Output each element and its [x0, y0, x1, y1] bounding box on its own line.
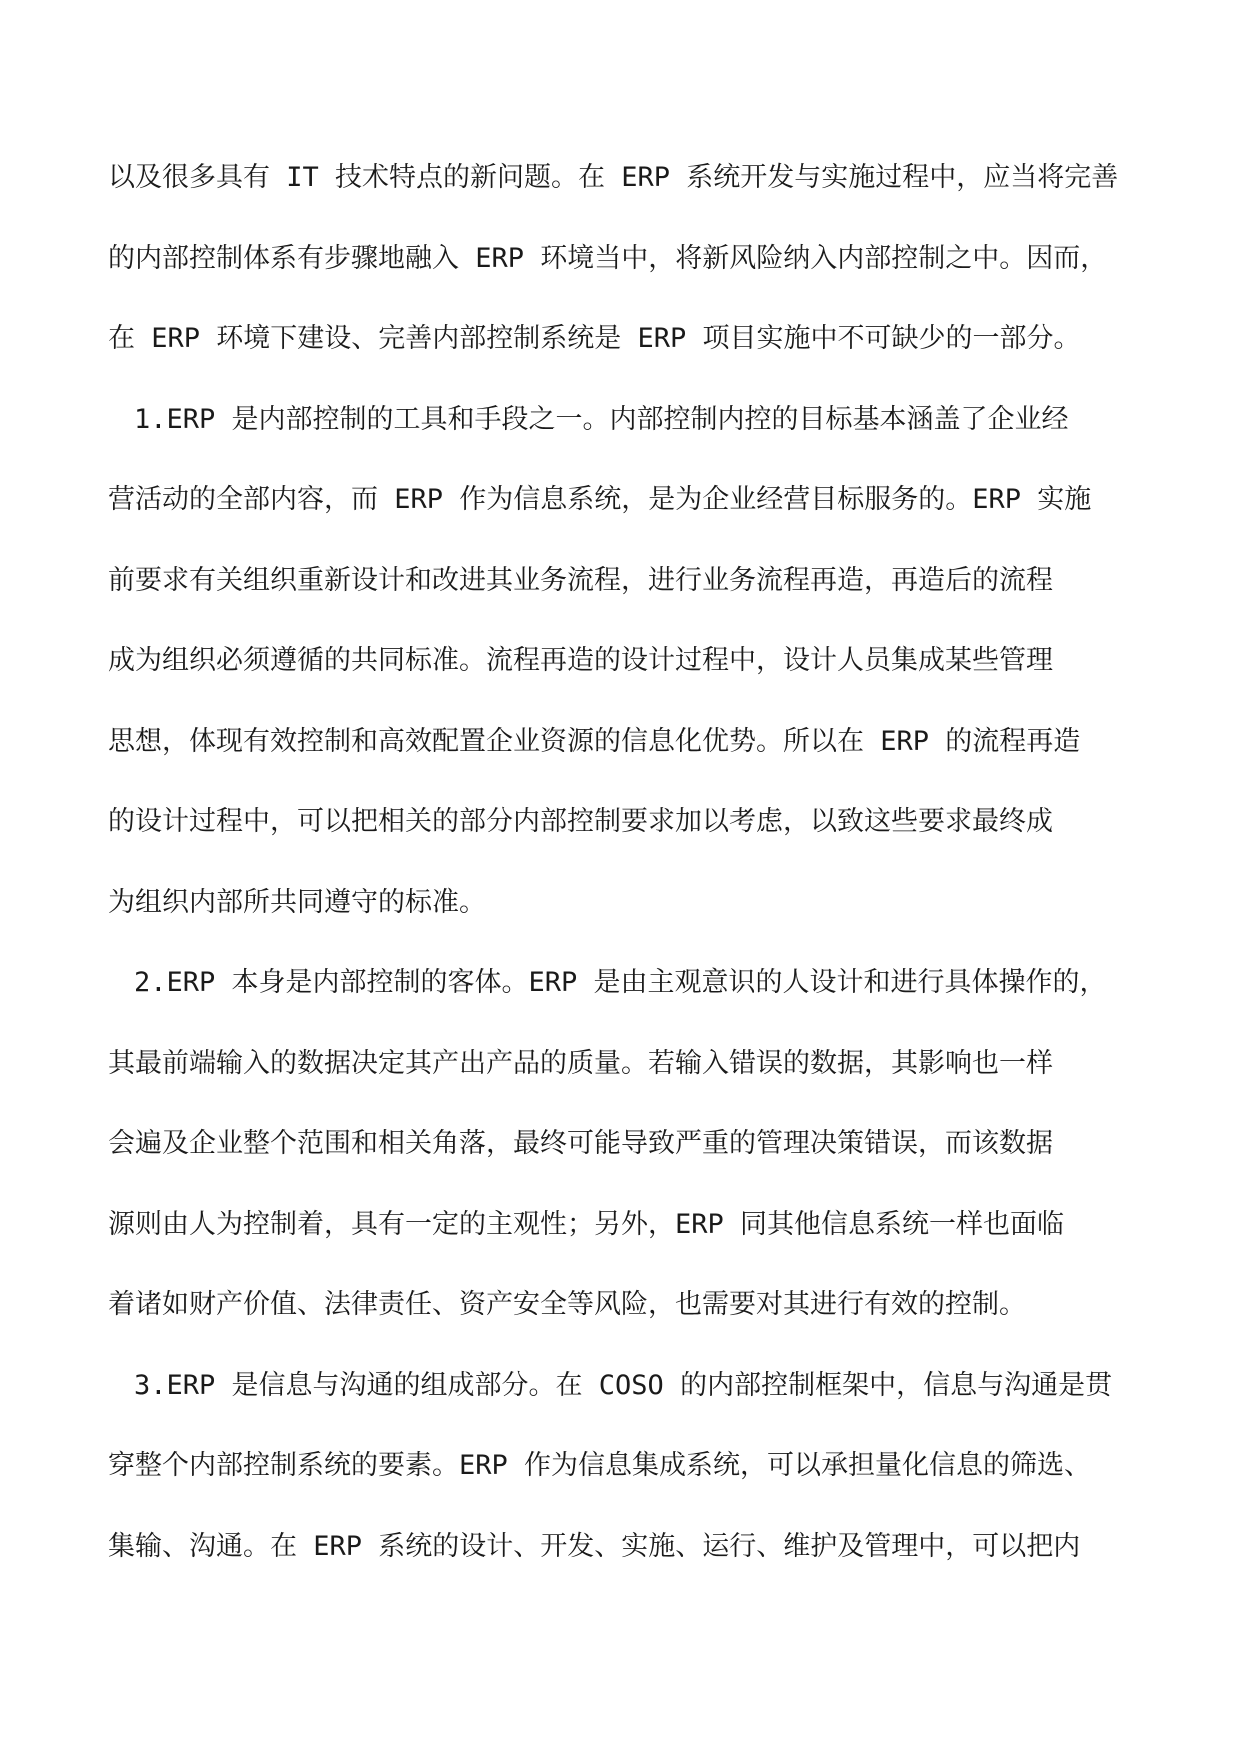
text-line: 源则由人为控制着，具有一定的主观性；另外，ERP 同其他信息系统一样也面临	[108, 1208, 1065, 1240]
text-line: 会遍及企业整个范围和相关角落，最终可能导致严重的管理决策错误，而该数据	[108, 1128, 1053, 1159]
text-line: 在 ERP 环境下建设、完善内部控制系统是 ERP 项目实施中不可缺少的一部分。	[108, 323, 1081, 354]
body-text	[108, 138, 1138, 1587]
paragraph-1-start: 1.ERP 是内部控制的工具和手段之一。内部控制内控的目标基本涵盖了企业经	[134, 403, 1069, 435]
text-line: 的内部控制体系有步骤地融入 ERP 环境当中，将新风险纳入内部控制之中。因而，	[108, 242, 1108, 274]
text-line: 以及很多具有 IT 技术特点的新问题。在 ERP 系统开发与实施过程中，应当将完善	[108, 162, 1119, 193]
text-line: 思想，体现有效控制和高效配置企业资源的信息化优势。所以在 ERP 的流程再造	[108, 725, 1081, 757]
text-line: 集输、沟通。在 ERP 系统的设计、开发、实施、运行、维护及管理中，可以把内	[108, 1530, 1081, 1562]
text-line: 为组织内部所共同遵守的标准。	[108, 886, 486, 918]
text-line: 前要求有关组织重新设计和改进其业务流程，进行业务流程再造，再造后的流程	[108, 564, 1053, 596]
paragraph-2-start: 2.ERP 本身是内部控制的客体。ERP 是由主观意识的人设计和进行具体操作的，	[134, 967, 1107, 998]
paragraph-3-start: 3.ERP 是信息与沟通的组成部分。在 COSO 的内部控制框架中，信息与沟通是贯	[134, 1369, 1113, 1401]
text-line: 的设计过程中，可以把相关的部分内部控制要求加以考虑，以致这些要求最终成	[108, 806, 1053, 837]
text-line: 穿整个内部控制系统的要素。ERP 作为信息集成系统，可以承担量化信息的筛选、	[108, 1450, 1092, 1481]
text-line: 营活动的全部内容，而 ERP 作为信息系统，是为企业经营目标服务的。ERP 实施	[108, 484, 1092, 515]
text-line: 其最前端输入的数据决定其产出产品的质量。若输入错误的数据，其影响也一样	[108, 1047, 1053, 1079]
text-line: 成为组织必须遵循的共同标准。流程再造的设计过程中，设计人员集成某些管理	[108, 645, 1053, 676]
text-line: 着诸如财产价值、法律责任、资产安全等风险，也需要对其进行有效的控制。	[108, 1289, 1026, 1320]
